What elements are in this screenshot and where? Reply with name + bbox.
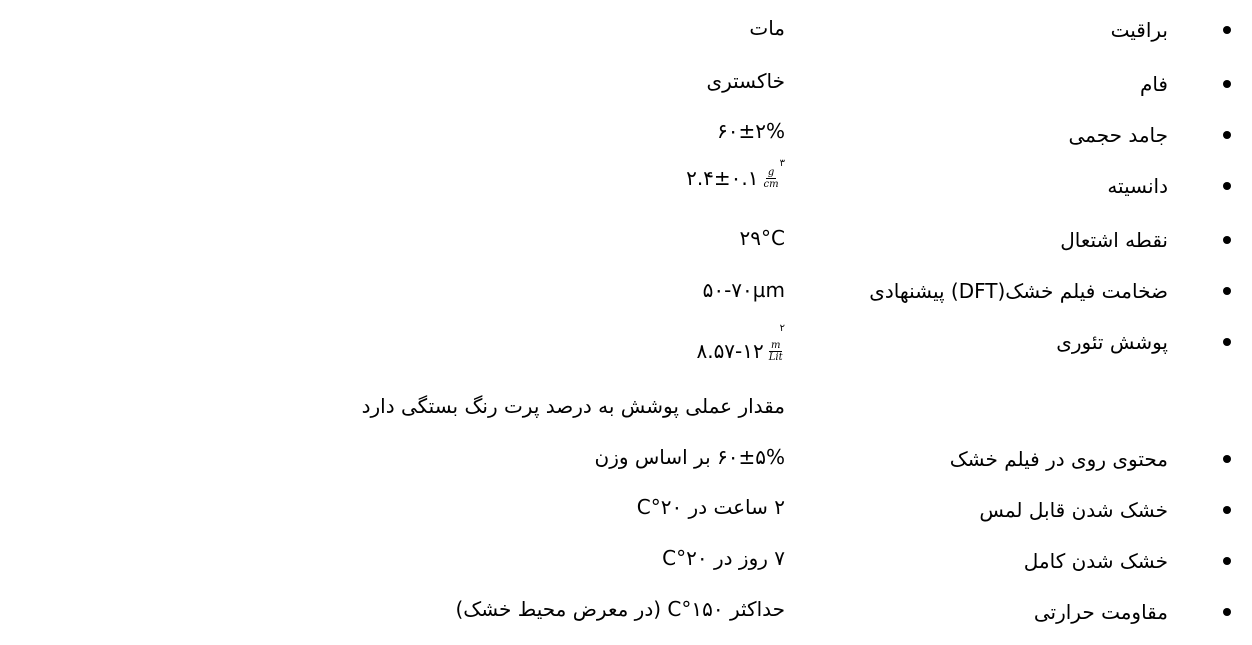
spec-value-touch-dry: ۲ ساعت در ۲۰°C [636,495,785,519]
spec-value-dft: ۵۰-۷۰µm [702,278,785,302]
spec-value-density [686,158,785,192]
spec-value-zinc-content: ۶۰±۵% بر اساس وزن [594,445,785,469]
spec-value-flash-point: ۲۹°C [739,226,785,250]
spec-value-color: خاکستری [706,69,785,93]
spec-label-heat-resistance: مقاومت حرارتی [1033,600,1168,624]
bullet-icon [1223,455,1231,463]
spec-value-gloss: مات [749,16,785,40]
spec-label-theoretical-coverage: پوشش تئوری [1056,330,1168,354]
density-unit-denominator: cm [763,178,779,190]
bullet-icon [1223,557,1231,565]
spec-label-density: دانسیته [1107,174,1168,198]
spec-label-color: فام [1139,72,1168,96]
density-unit-numerator: g [767,166,775,178]
coverage-unit-exponent: ۲ [779,323,785,334]
coverage-unit-fraction [767,340,785,363]
density-value: ۲.۴±۰.۱ [686,166,759,190]
bullet-icon [1223,608,1231,616]
coverage-unit-numerator: m [770,339,781,351]
spec-label-gloss: براقیت [1110,18,1168,42]
practical-coverage-note: مقدار عملی پوشش به درصد پرت رنگ بستگی دارد [361,394,785,418]
spec-label-dft: ضخامت فیلم خشک(DFT) پیشنهادی [869,279,1168,303]
spec-value-volume-solids: ۶۰±۲% [717,119,785,143]
spec-value-full-cure: ۷ روز در ۲۰°C [662,546,785,570]
bullet-icon [1223,80,1231,88]
spec-value-heat-resistance: حداکثر ۱۵۰°C (در معرض محیط خشک) [455,597,785,621]
density-unit-exponent: ۳ [779,158,785,169]
bullet-icon [1223,506,1231,514]
spec-label-touch-dry: خشک شدن قابل لمس [979,498,1168,522]
bullet-icon [1223,287,1231,295]
spec-label-zinc-content: محتوی روی در فیلم خشک [949,447,1168,471]
bullet-icon [1223,236,1231,244]
spec-label-flash-point: نقطه اشتعال [1060,228,1168,252]
bullet-icon [1223,182,1231,190]
spec-value-theoretical-coverage [696,323,785,365]
density-unit-fraction [762,167,781,190]
coverage-value: ۸.۵۷-۱۲ [696,339,764,363]
bullet-icon [1223,131,1231,139]
bullet-icon [1223,338,1231,346]
coverage-unit-denominator: Lit [768,351,783,363]
bullet-icon [1223,26,1231,34]
spec-label-full-cure: خشک شدن کامل [1023,549,1168,573]
spec-label-volume-solids: جامد حجمی [1068,123,1168,147]
